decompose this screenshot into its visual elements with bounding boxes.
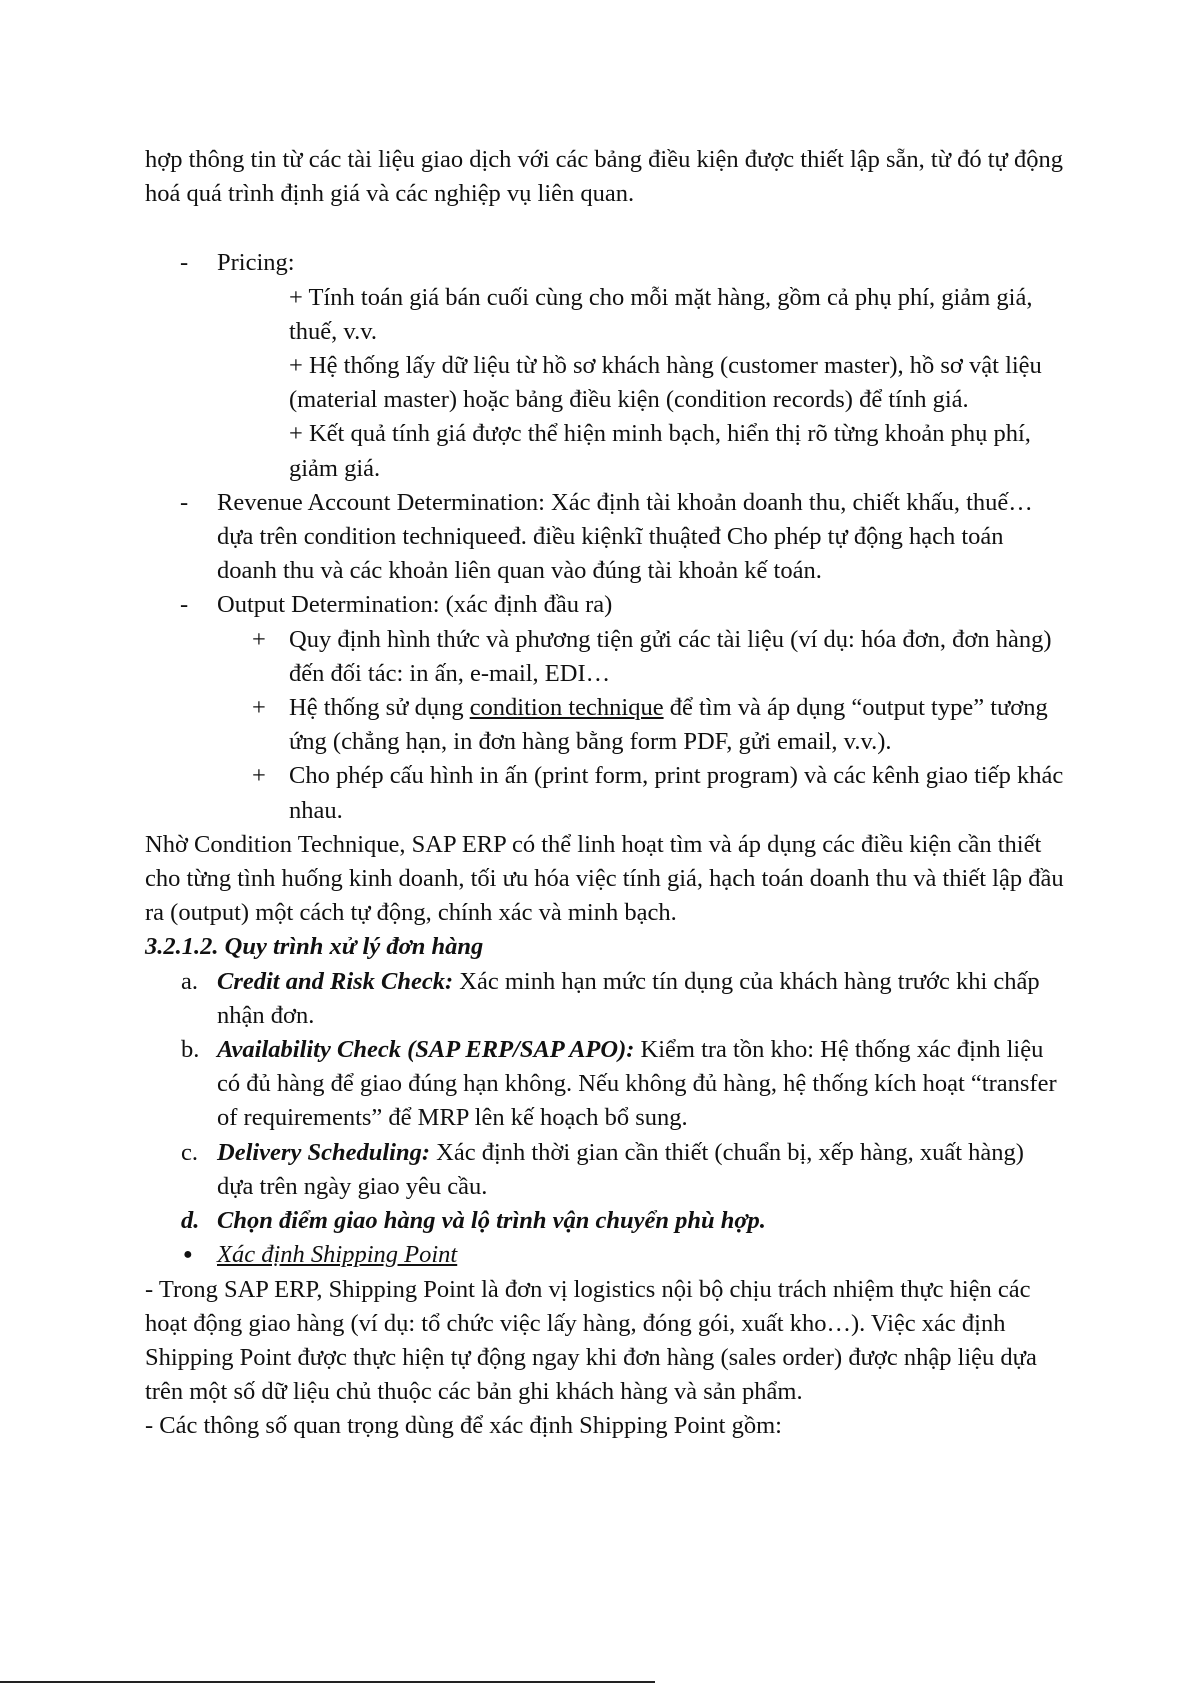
revenue-text: Revenue Account Determination: Xác định tài khoản doanh thu, chiết khấu, thuế… dựa trên condition techniqueeđ. điều kiệnkĩ thuậteđ Cho phép tự động hạch toán doanh thu và các khoản liên quan vào đúng tài khoản kế toán. (217, 488, 1033, 585)
step-c (145, 1136, 1065, 1204)
dash-marker: - (180, 249, 189, 277)
bullet-shipping-point (145, 1238, 1065, 1272)
step-a (145, 965, 1065, 1033)
pricing-item-1: + Tính toán giá bán cuối cùng cho mỗi mặt hàng, gồm cả phụ phí, giảm giá, thuế, v.v. (289, 283, 1033, 345)
step-c-text: Xác định thời gian cần thiết (chuẩn bị, xếp hàng, xuất hàng) dựa trên ngày giao yêu cầu. (217, 1138, 1024, 1200)
plus-marker: + (252, 625, 266, 653)
page-bottom-rule (0, 1681, 655, 1683)
step-a-text: Xác minh hạn mức tín dụng của khách hàng trước khi chấp nhận đơn. (217, 967, 1040, 1029)
step-c-marker: c. (181, 1138, 198, 1166)
step-d (145, 1204, 1065, 1238)
output-item-3-text: Cho phép cấu hình in ấn (print form, print program) và các kênh giao tiếp khác nhau. (289, 762, 1064, 824)
bullet-dot-icon: ● (183, 1246, 193, 1264)
shipping-point-paragraph: - Trong SAP ERP, Shipping Point là đơn vị logistics nội bộ chịu trách nhiệm thực hiện các hoạt động giao hàng (ví dụ: tổ chức việc lấy hàng, đóng gói, xuất kho…). Việc xác định Shipping Point được thực hiện tự động ngay khi đơn hàng (sales order) được nhập liệu dựa trên một số dữ liệu chủ thuộc các bản ghi khách hàng và sản phẩm. (145, 1275, 1037, 1406)
output-item-1 (145, 623, 1065, 691)
bullet-shipping-point-text: Xác định Shipping Point (217, 1241, 458, 1269)
blank-line (145, 211, 1065, 246)
step-b-marker: b. (181, 1036, 200, 1064)
step-a-term: Credit and Risk Check: (217, 967, 454, 995)
list-item-revenue (145, 486, 1065, 589)
plus-marker: + (252, 762, 266, 790)
condition-technique-link: condition technique (469, 694, 664, 722)
step-b-text: Kiểm tra tồn kho: Hệ thống xác định liệu có đủ hàng để giao đúng hạn không. Nếu không đủ hàng, hệ thống kích hoạt “transfer of requirements” để MRP lên kế hoạch bổ sung. (217, 1036, 1057, 1132)
pricing-title: Pricing: (217, 249, 295, 277)
step-c-term: Delivery Scheduling: (217, 1138, 430, 1166)
intro-paragraph: hợp thông tin từ các tài liệu giao dịch với các bảng điều kiện được thiết lập sẵn, từ đó tự động hoá quá trình định giá và các nghiệp vụ liên quan. (145, 146, 1063, 208)
output-item-2 (145, 691, 1065, 759)
pricing-item-3: + Kết quả tính giá được thể hiện minh bạch, hiển thị rõ từng khoản phụ phí, giảm giá. (289, 420, 1031, 482)
step-d-marker: d. (181, 1207, 200, 1235)
step-b (145, 1033, 1065, 1136)
dash-marker: - (180, 591, 189, 619)
shipping-point-params: - Các thông số quan trọng dùng để xác định Shipping Point gồm: (145, 1412, 782, 1440)
output-item-3 (145, 759, 1065, 827)
list-item-output (145, 588, 1065, 622)
output-item-2-post: để tìm và áp dụng “output type” tương ứng (chẳng hạn, in đơn hàng bằng form PDF, gửi email, v.v.). (289, 694, 1048, 756)
dash-marker: - (180, 488, 189, 516)
plus-marker: + (252, 694, 266, 722)
summary-paragraph: Nhờ Condition Technique, SAP ERP có thể linh hoạt tìm và áp dụng các điều kiện cần thiết cho từng tình huống kinh doanh, tối ưu hóa việc tính giá, hạch toán doanh thu và thiết lập đầu ra (output) một cách tự động, chính xác và minh bạch. (145, 830, 1064, 927)
page-content (145, 143, 1065, 1444)
output-item-1-text: Quy định hình thức và phương tiện gửi các tài liệu (ví dụ: hóa đơn, đơn hàng) đến đối tác: in ấn, e-mail, EDI… (289, 625, 1052, 687)
list-item-pricing (145, 246, 1065, 280)
output-item-2-pre: Hệ thống sử dụng (289, 694, 470, 722)
output-title: Output Determination: (xác định đầu ra) (217, 591, 613, 619)
step-b-term: Availability Check (SAP ERP/SAP APO): (217, 1036, 635, 1064)
section-heading: 3.2.1.2. Quy trình xử lý đơn hàng (145, 933, 484, 961)
step-a-marker: a. (181, 967, 198, 995)
pricing-item-2: + Hệ thống lấy dữ liệu từ hồ sơ khách hàng (customer master), hồ sơ vật liệu (material master) hoặc bảng điều kiện (condition records) để tính giá. (289, 352, 1042, 414)
step-d-term: Chọn điểm giao hàng và lộ trình vận chuyển phù hợp. (217, 1207, 766, 1235)
